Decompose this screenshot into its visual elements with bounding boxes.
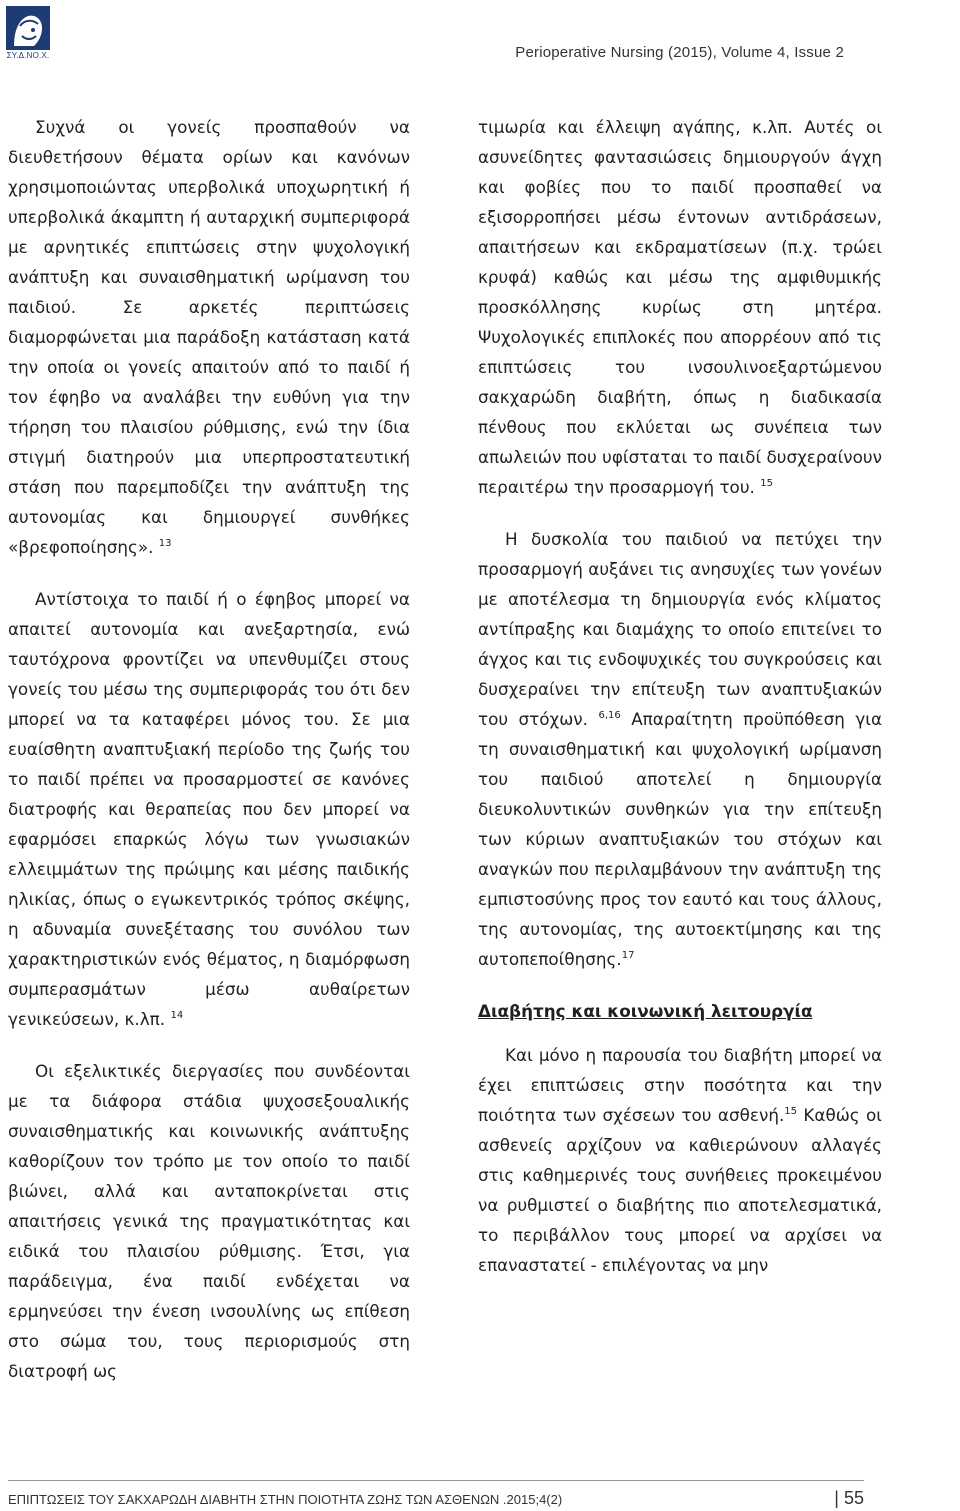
paragraph: Η δυσκολία του παιδιού να πετύχει την προσαρμογή αυξάνει τις ανησυχίες των γονέων με αποτέλεσμα τη δημιουργία ενός κλίματος αντίπραξης και διαμάχης το οποίο επιτείνει το άγχος και τις ενδοψυχικές του συγκρούσεις και δυσχεραίνει την επίτευξη των αναπτυξιακών του στόχων. $^{6,16}$ Απαραίτητη προϋπόθεση για τη συναισθηματική και ψυχολογική ωρίμανση του παιδιού αποτελεί η δημιουργία διευκολυντικών συνθηκών για την επίτευξη των κύριων αναπτυξιακών του στόχων και αναγκών που περιλαμβάνουν την ανάπτυξη της εμπιστοσύνης προς τον εαυτό και τους άλλους, της αυτονομίας, της αυτοεκτίμησης και της αυτοπεποίθησης.$^{17}$: [478, 529, 883, 969]
left-column: [8, 112, 410, 1408]
section-heading: Διαβήτης και κοινωνική λειτουργία: [478, 1001, 813, 1021]
paragraph: Συχνά οι γονείς προσπαθούν να διευθετήσουν θέματα ορίων και κανόνων χρησιμοποιώντας υπερβολικά υποχωρητική ή υπερβολικά άκαμπτη ή αυταρχική συμπεριφορά με αρνητικές επιπτώσεις στην ψυχολογική ανάπτυξη και συναισθηματική ωρίμανση του παιδιού. Σε αρκετές περιπτώσεις διαμορφώνεται μια παράδοξη κατάσταση κατά την οποία οι γονείς απαιτούν από το παιδί ή τον έφηβο να αναλάβει την ευθύνη για την τήρηση του πλαισίου ρύθμισης, ενώ την ίδια στιγμή διατηρούν μια υπερπροστατευτική στάση που παρεμποδίζει την ανάπτυξη της αυτονομίας και δημιουργεί συνθήκες «βρεφοποίησης». $^{13}$: [8, 117, 410, 557]
paragraph: Οι εξελικτικές διεργασίες που συνδέονται με τα διάφορα στάδια ψυχοσεξουαλικής συναισθηματικής και κοινωνικής ανάπτυξης καθορίζουν τον τρόπο με τον οποίο το παιδί βιώνει, αλλά και ανταποκρίνεται στις απαιτήσεις γενικά της πραγματικότητας και ειδικά του πλαισίου ρύθμισης. Έτσι, για παράδειγμα, ένα παιδί ενδέχεται να ερμηνεύσει την ένεση ινσουλίνης ως επίθεση στο σώμα του, τους περιορισμούς στη διατροφή ως: [8, 1061, 410, 1381]
logo-caption: ΣΥ.Δ.ΝΟ.Χ.: [6, 51, 50, 60]
paragraph: Και μόνο η παρουσία του διαβήτη μπορεί να έχει επιπτώσεις στην ποσότητα και την ποιότητα των σχέσεων του ασθενή.$^{15}$ Καθώς οι ασθενείς αρχίζουν να καθιερώνουν αλλαγές στις καθημερινές τους συνήθειες προκειμένου να ρυθμιστεί ο διαβήτης πιο αποτελεσματικά, το περιβάλλον τους μπορεί να αρχίσει να επαναστατεί - επιλέγοντας να μην: [478, 1045, 882, 1275]
page-number: | 55: [834, 1488, 864, 1508]
citation: 14: [170, 1010, 184, 1021]
citation: 15: [760, 478, 773, 489]
footer-divider: [8, 1480, 864, 1481]
right-column: [478, 112, 882, 1302]
logo-emblem: [6, 6, 50, 50]
paragraph: Αντίστοιχα το παιδί ή ο έφηβος μπορεί να απαιτεί αυτονομία και ανεξαρτησία, ενώ ταυτόχρονα φροντίζει να υπενθυμίζει στους γονείς του μέσω της συμπεριφοράς του ότι δεν μπορεί να τα καταφέρει μόνος του. Σε μια ευαίσθητη αναπτυξιακή περίοδο της ζωής του το παιδί πρέπει να προσαρμοστεί σε κανόνες διατροφής και θεραπείας που δεν μπορεί να εφαρμόσει επαρκώς λόγω των γνωσιακών ελλειμμάτων της πρώιμης και μέσης παιδικής ηλικίας, όπως ο εγωκεντρικός τρόπος σκέψης, η αδυναμία συνεξέτασης του συνόλου των χαρακτηριστικών ενός θέματος, η διαμόρφωση συμπερασμάτων μέσω αυθαίρετων γενικεύσεων, κ.λπ. $^{14}$: [8, 589, 410, 1029]
citation: 17: [621, 950, 635, 961]
journal-title: Perioperative Nursing (2015), Volume 4, Issue 2: [515, 44, 844, 61]
paragraph: τιμωρία και έλλειψη αγάπης, κ.λπ. Αυτές οι ασυνείδητες φαντασιώσεις δημιουργούν άγχη και φοβίες που το παιδί προσπαθεί να εξισορροπήσει μέσω έντονων αντιδράσεων, απαιτήσεων και εκδραματίσεων (π.χ. τρώει κρυφά) καθώς και μέσω της αμφιθυμικής προσκόλλησης κυρίως στη μητέρα. Ψυχολογικές επιπλοκές που απορρέουν από τις επιπτώσεις του ινσουλινοεξαρτώμενου σακχαρώδη διαβήτη, όπως η διαδικασία πένθους που εκλύεται ως συνέπεια των απωλειών που υφίσταται το παιδί δυσχεραίνουν περαιτέρω την προσαρμογή του. $^{15}$: [478, 117, 882, 497]
citation: 15: [784, 1106, 798, 1117]
journal-logo: [6, 6, 50, 64]
citation: 13: [158, 538, 172, 549]
footer-running-title: ΕΠΙΠΤΩΣΕΙΣ ΤΟΥ ΣΑΚΧΑΡΩΔΗ ΔΙΑΒΗΤΗ ΣΤΗΝ ΠΟΙΟΤΗΤΑ ΖΩΗΣ ΤΩΝ ΑΣΘΕΝΩΝ .2015;4(2): [8, 1492, 563, 1507]
citation: 6,16: [598, 710, 621, 721]
